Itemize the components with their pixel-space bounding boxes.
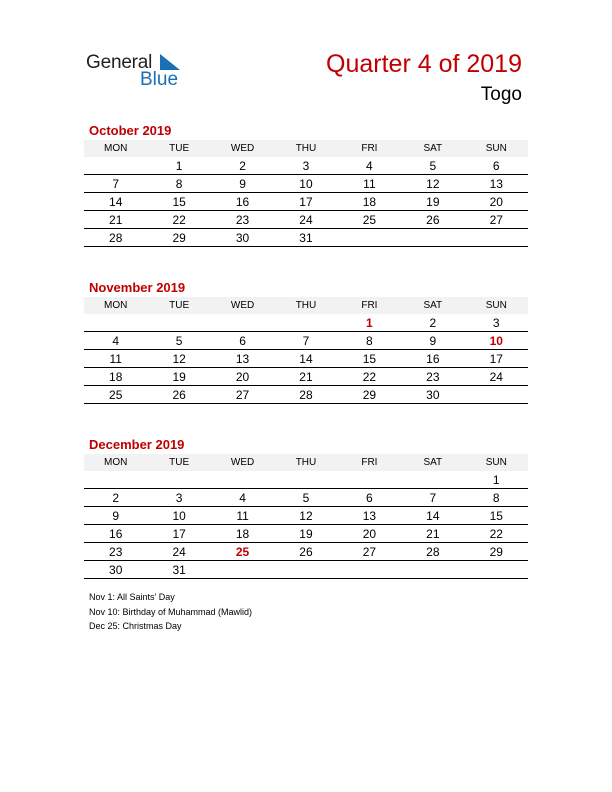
day-cell: 3 (465, 314, 528, 332)
day-cell: 3 (147, 489, 210, 507)
week-row (84, 471, 528, 489)
day-cell: 16 (84, 525, 147, 543)
holiday-note: Dec 25: Christmas Day (89, 621, 182, 631)
empty-day-cell (274, 471, 337, 489)
month-october (84, 122, 528, 247)
day-cell: 9 (211, 175, 274, 193)
day-cell: 4 (338, 157, 401, 175)
empty-day-cell (84, 157, 147, 175)
day-cell: 22 (147, 211, 210, 229)
weekday-header: TUE (147, 140, 210, 157)
day-cell: 28 (274, 386, 337, 404)
weekday-header: TUE (147, 454, 210, 471)
day-cell: 26 (274, 543, 337, 561)
empty-day-cell (147, 314, 210, 332)
weekday-header: SAT (401, 454, 464, 471)
day-cell: 14 (401, 507, 464, 525)
empty-day-cell (84, 314, 147, 332)
holiday-note: Nov 1: All Saints’ Day (89, 592, 175, 602)
day-cell: 16 (401, 350, 464, 368)
day-cell: 15 (338, 350, 401, 368)
weekday-header: MON (84, 454, 147, 471)
day-cell: 6 (465, 157, 528, 175)
day-cell: 12 (401, 175, 464, 193)
day-cell: 28 (401, 543, 464, 561)
day-cell: 20 (465, 193, 528, 211)
day-cell: 24 (274, 211, 337, 229)
month-november (84, 279, 528, 404)
day-cell: 26 (401, 211, 464, 229)
day-cell: 14 (84, 193, 147, 211)
day-cell: 19 (147, 368, 210, 386)
day-cell: 10 (147, 507, 210, 525)
day-cell: 2 (401, 314, 464, 332)
day-cell: 31 (274, 229, 337, 247)
empty-day-cell (465, 386, 528, 404)
week-row (84, 368, 528, 386)
day-cell: 9 (84, 507, 147, 525)
empty-day-cell (338, 229, 401, 247)
day-cell: 3 (274, 157, 337, 175)
day-cell: 19 (401, 193, 464, 211)
day-cell: 10 (465, 332, 528, 350)
week-row (84, 561, 528, 579)
empty-day-cell (401, 471, 464, 489)
day-cell: 19 (274, 525, 337, 543)
day-cell: 23 (211, 211, 274, 229)
week-row (84, 525, 528, 543)
weekday-header: SUN (465, 297, 528, 314)
day-cell: 1 (465, 471, 528, 489)
day-cell: 15 (147, 193, 210, 211)
weekday-header-row (84, 297, 528, 314)
weekday-header: THU (274, 140, 337, 157)
generalblue-logo (86, 52, 196, 92)
day-cell: 21 (84, 211, 147, 229)
day-cell: 28 (84, 229, 147, 247)
weekday-header: WED (211, 297, 274, 314)
weekday-header: FRI (338, 297, 401, 314)
logo-triangle-icon (158, 54, 180, 70)
day-cell: 12 (274, 507, 337, 525)
day-cell: 29 (465, 543, 528, 561)
day-cell: 17 (147, 525, 210, 543)
day-cell: 24 (465, 368, 528, 386)
week-row (84, 211, 528, 229)
day-cell: 2 (211, 157, 274, 175)
day-cell: 7 (401, 489, 464, 507)
day-cell: 30 (84, 561, 147, 579)
day-cell: 7 (274, 332, 337, 350)
day-cell: 27 (211, 386, 274, 404)
day-cell: 5 (401, 157, 464, 175)
weekday-header-row (84, 454, 528, 471)
week-row (84, 507, 528, 525)
day-cell: 13 (211, 350, 274, 368)
day-cell: 18 (211, 525, 274, 543)
calendar-grid (84, 140, 528, 247)
page-title: Quarter 4 of 2019 (326, 50, 522, 78)
weekday-header: SAT (401, 297, 464, 314)
day-cell: 25 (84, 386, 147, 404)
day-cell: 17 (274, 193, 337, 211)
week-row (84, 175, 528, 193)
day-cell: 25 (338, 211, 401, 229)
holiday-note: Nov 10: Birthday of Muhammad (Mawlid) (89, 606, 253, 617)
empty-day-cell (274, 314, 337, 332)
day-cell: 11 (338, 175, 401, 193)
week-row (84, 193, 528, 211)
empty-day-cell (211, 314, 274, 332)
empty-day-cell (211, 561, 274, 579)
day-cell: 8 (147, 175, 210, 193)
week-row (84, 229, 528, 247)
day-cell: 14 (274, 350, 337, 368)
calendar-grid (84, 297, 528, 404)
weekday-header: MON (84, 140, 147, 157)
empty-day-cell (84, 471, 147, 489)
week-row (84, 157, 528, 175)
week-row (84, 489, 528, 507)
day-cell: 18 (84, 368, 147, 386)
day-cell: 27 (465, 211, 528, 229)
weekday-header: FRI (338, 454, 401, 471)
day-cell: 4 (211, 489, 274, 507)
day-cell: 27 (338, 543, 401, 561)
day-cell: 20 (211, 368, 274, 386)
weekday-header: FRI (338, 140, 401, 157)
weekday-header: WED (211, 140, 274, 157)
day-cell: 23 (401, 368, 464, 386)
day-cell: 10 (274, 175, 337, 193)
day-cell: 1 (147, 157, 210, 175)
day-cell: 7 (84, 175, 147, 193)
day-cell: 17 (465, 350, 528, 368)
day-cell: 15 (465, 507, 528, 525)
day-cell: 6 (211, 332, 274, 350)
day-cell: 5 (274, 489, 337, 507)
day-cell: 22 (465, 525, 528, 543)
day-cell: 13 (338, 507, 401, 525)
week-row (84, 386, 528, 404)
week-row (84, 314, 528, 332)
weekday-header: SAT (401, 140, 464, 157)
week-row (84, 543, 528, 561)
day-cell: 18 (338, 193, 401, 211)
day-cell: 2 (84, 489, 147, 507)
weekday-header: MON (84, 297, 147, 314)
empty-day-cell (338, 471, 401, 489)
weekday-header-row (84, 140, 528, 157)
logo-blue-text: Blue (140, 69, 179, 90)
week-row (84, 350, 528, 368)
day-cell: 30 (401, 386, 464, 404)
weekday-header: TUE (147, 297, 210, 314)
empty-day-cell (338, 561, 401, 579)
day-cell: 25 (211, 543, 274, 561)
day-cell: 22 (338, 368, 401, 386)
logo-general-text: General (86, 52, 153, 73)
day-cell: 26 (147, 386, 210, 404)
empty-day-cell (465, 561, 528, 579)
week-row (84, 332, 528, 350)
day-cell: 13 (465, 175, 528, 193)
month-title: November 2019 (89, 280, 186, 295)
empty-day-cell (147, 471, 210, 489)
day-cell: 16 (211, 193, 274, 211)
day-cell: 21 (401, 525, 464, 543)
day-cell: 11 (211, 507, 274, 525)
day-cell: 9 (401, 332, 464, 350)
day-cell: 12 (147, 350, 210, 368)
day-cell: 6 (338, 489, 401, 507)
day-cell: 31 (147, 561, 210, 579)
day-cell: 1 (338, 314, 401, 332)
day-cell: 8 (338, 332, 401, 350)
month-december (84, 436, 528, 579)
weekday-header: THU (274, 297, 337, 314)
day-cell: 29 (147, 229, 210, 247)
calendar-grid (84, 454, 528, 579)
empty-day-cell (401, 229, 464, 247)
day-cell: 11 (84, 350, 147, 368)
day-cell: 23 (84, 543, 147, 561)
day-cell: 5 (147, 332, 210, 350)
empty-day-cell (465, 229, 528, 247)
holiday-notes (89, 590, 252, 634)
weekday-header: WED (211, 454, 274, 471)
month-title: October 2019 (89, 123, 172, 138)
day-cell: 8 (465, 489, 528, 507)
weekday-header: SUN (465, 140, 528, 157)
empty-day-cell (274, 561, 337, 579)
day-cell: 30 (211, 229, 274, 247)
country-name: Togo (480, 84, 522, 105)
weekday-header: THU (274, 454, 337, 471)
month-title: December 2019 (89, 437, 185, 452)
empty-day-cell (211, 471, 274, 489)
day-cell: 29 (338, 386, 401, 404)
weekday-header: SUN (465, 454, 528, 471)
empty-day-cell (401, 561, 464, 579)
day-cell: 24 (147, 543, 210, 561)
day-cell: 21 (274, 368, 337, 386)
day-cell: 20 (338, 525, 401, 543)
day-cell: 4 (84, 332, 147, 350)
